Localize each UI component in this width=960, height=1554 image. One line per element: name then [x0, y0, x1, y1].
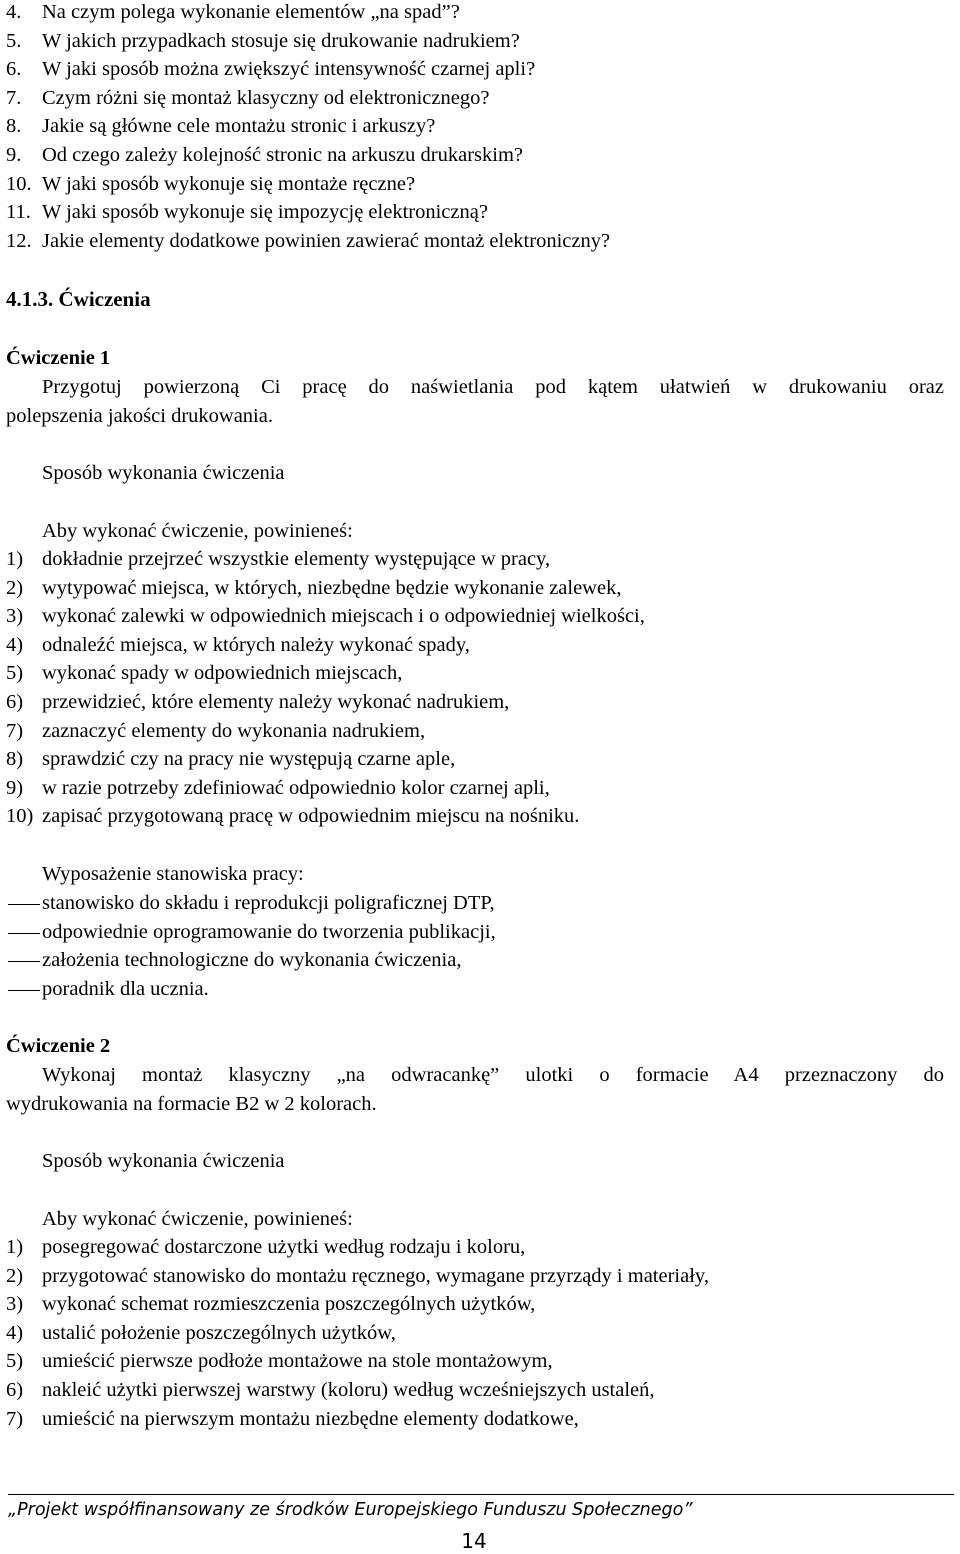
- item-text: Czym różni się montaż klasyczny od elektronicznego?: [42, 86, 490, 109]
- item-number: 4): [6, 633, 24, 656]
- item-text: zapisać przygotowaną pracę w odpowiednim miejscu na nośniku.: [42, 805, 580, 828]
- list-item: [6, 545, 944, 574]
- item-number: 2): [6, 1264, 24, 1287]
- list-item: [6, 1233, 944, 1262]
- list-item: [6, 27, 944, 56]
- question-list: [6, 0, 944, 255]
- item-text: W jaki sposób można zwiększyć intensywność czarnej apli?: [42, 58, 536, 81]
- item-number: 5): [6, 662, 24, 685]
- list-item: [6, 802, 944, 831]
- equipment-list: [6, 889, 944, 1003]
- item-text: Jakie są główne cele montażu stronic i arkuszy?: [42, 115, 436, 138]
- item-number: 5.: [6, 29, 22, 52]
- list-item: [6, 84, 944, 113]
- item-number: 1): [6, 1236, 24, 1258]
- list-item: [6, 55, 944, 84]
- list-item: [6, 1405, 944, 1434]
- list-item: [6, 1262, 944, 1291]
- description-line: Przygotuj powierzoną Ci pracę do naświetlania pod kątem ułatwień w drukowaniu oraz: [42, 376, 944, 398]
- equipment-heading: Wyposażenie stanowiska pracy:: [42, 863, 304, 885]
- item-number: 2): [6, 576, 24, 599]
- exercise-2-heading: Ćwiczenie 2: [6, 1035, 111, 1057]
- item-text: dokładnie przejrzeć wszystkie elementy występujące w pracy,: [42, 548, 551, 570]
- item-number: 9.: [6, 143, 22, 166]
- list-item: [6, 0, 944, 27]
- exercise-2-method-heading: Sposób wykonania ćwiczenia: [42, 1150, 285, 1172]
- item-text: nakleić użytki pierwszej warstwy (koloru) według wcześniejszych ustaleń,: [42, 1378, 655, 1401]
- footer-text: „Projekt współfinansowany ze środków Europejskiego Funduszu Społecznego”: [8, 1500, 693, 1520]
- page-number: 14: [461, 1529, 487, 1553]
- exercise-1-description: [6, 373, 944, 430]
- section-title: 4.1.3. Ćwiczenia: [6, 287, 151, 311]
- item-text: Na czym polega wykonanie elementów „na spad”?: [42, 1, 460, 23]
- item-number: 7.: [6, 86, 22, 109]
- item-text: poradnik dla ucznia.: [42, 977, 209, 1000]
- footer-divider: [8, 1494, 954, 1495]
- item-number: 5): [6, 1350, 24, 1373]
- item-text: stanowisko do składu i reprodukcji poligraficznej DTP,: [42, 892, 495, 914]
- exercise-1-heading: Ćwiczenie 1: [6, 347, 111, 369]
- item-text: umieścić pierwsze podłoże montażowe na stole montażowym,: [42, 1350, 553, 1373]
- item-text: wykonać schemat rozmieszczenia poszczególnych użytków,: [42, 1293, 536, 1316]
- item-number: 8.: [6, 115, 22, 138]
- list-item: [6, 975, 944, 1004]
- item-number: 7): [6, 1407, 24, 1430]
- list-item: [6, 1376, 944, 1405]
- exercise-2-intro: Aby wykonać ćwiczenie, powinieneś:: [42, 1208, 353, 1230]
- item-text: zaznaczyć elementy do wykonania nadrukiem,: [42, 719, 426, 742]
- item-text: wykonać spady w odpowiednich miejscach,: [42, 662, 403, 685]
- dash-bullet-icon: [6, 889, 42, 918]
- item-number: 4): [6, 1321, 24, 1344]
- item-number: 3): [6, 605, 24, 628]
- item-text: W jaki sposób wykonuje się impozycję elektroniczną?: [42, 201, 488, 224]
- list-item: [6, 574, 944, 603]
- exercise-1-steps: [6, 545, 944, 831]
- list-item: [6, 170, 944, 199]
- list-item: [6, 745, 944, 774]
- item-number: 6.: [6, 58, 22, 81]
- item-text: W jakich przypadkach stosuje się drukowanie nadrukiem?: [42, 29, 520, 52]
- item-text: Od czego zależy kolejność stronic na arkuszu drukarskim?: [42, 143, 523, 166]
- item-number: 11.: [6, 201, 31, 224]
- list-item: [6, 1290, 944, 1319]
- item-text: sprawdzić czy na pracy nie występują czarne aple,: [42, 748, 456, 771]
- list-item: [6, 602, 944, 631]
- list-item: [6, 198, 944, 227]
- exercise-1-intro: Aby wykonać ćwiczenie, powinieneś:: [42, 520, 353, 542]
- exercise-1-method-heading: Sposób wykonania ćwiczenia: [42, 462, 285, 484]
- item-text: umieścić na pierwszym montażu niezbędne elementy dodatkowe,: [42, 1407, 579, 1430]
- item-text: przewidzieć, które elementy należy wykonać nadrukiem,: [42, 690, 510, 713]
- item-number: 4.: [6, 1, 22, 23]
- dash-bullet-icon: [6, 918, 42, 947]
- item-text: założenia technologiczne do wykonania ćwiczenia,: [42, 949, 462, 972]
- item-text: odpowiednie oprogramowanie do tworzenia publikacji,: [42, 920, 496, 943]
- list-item: [6, 918, 944, 947]
- item-text: wytypować miejsca, w których, niezbędne będzie wykonanie zalewek,: [42, 576, 622, 599]
- list-item: [6, 227, 944, 256]
- description-line: polepszenia jakości drukowania.: [6, 404, 273, 427]
- item-number: 6): [6, 1378, 24, 1401]
- list-item: [6, 141, 944, 170]
- item-number: 6): [6, 690, 24, 713]
- item-text: odnaleźć miejsca, w których należy wykonać spady,: [42, 633, 470, 656]
- list-item: [6, 717, 944, 746]
- dash-bullet-icon: [6, 946, 42, 975]
- item-text: w razie potrzeby zdefiniować odpowiednio kolor czarnej apli,: [42, 776, 550, 799]
- list-item: [6, 1319, 944, 1348]
- list-item: [6, 631, 944, 660]
- item-number: 7): [6, 719, 24, 742]
- description-line: wydrukowania na formacie B2 w 2 kolorach.: [6, 1092, 377, 1115]
- description-line: Wykonaj montaż klasyczny „na odwracankę” ulotki o formacie A4 przeznaczony do: [42, 1064, 944, 1086]
- item-number: 3): [6, 1293, 24, 1316]
- item-text: W jaki sposób wykonuje się montaże ręczne?: [42, 172, 416, 195]
- list-item: [6, 112, 944, 141]
- exercise-2-description: [6, 1061, 944, 1118]
- item-number: 9): [6, 776, 24, 799]
- item-text: wykonać zalewki w odpowiednich miejscach i o odpowiedniej wielkości,: [42, 605, 645, 628]
- exercise-2-steps: [6, 1233, 944, 1433]
- list-item: [6, 659, 944, 688]
- list-item: [6, 774, 944, 803]
- item-number: 1): [6, 548, 24, 570]
- item-number: 10): [6, 805, 34, 828]
- item-text: posegregować dostarczone użytki według rodzaju i koloru,: [42, 1236, 526, 1258]
- item-text: przygotować stanowisko do montażu ręcznego, wymagane przyrządy i materiały,: [42, 1264, 709, 1287]
- item-text: ustalić położenie poszczególnych użytków,: [42, 1321, 396, 1344]
- item-number: 10.: [6, 172, 32, 195]
- list-item: [6, 946, 944, 975]
- item-text: Jakie elementy dodatkowe powinien zawierać montaż elektroniczny?: [42, 229, 611, 252]
- item-number: 8): [6, 748, 24, 771]
- list-item: [6, 1347, 944, 1376]
- list-item: [6, 688, 944, 717]
- dash-bullet-icon: [6, 975, 42, 1004]
- item-number: 12.: [6, 229, 32, 252]
- list-item: [6, 889, 944, 918]
